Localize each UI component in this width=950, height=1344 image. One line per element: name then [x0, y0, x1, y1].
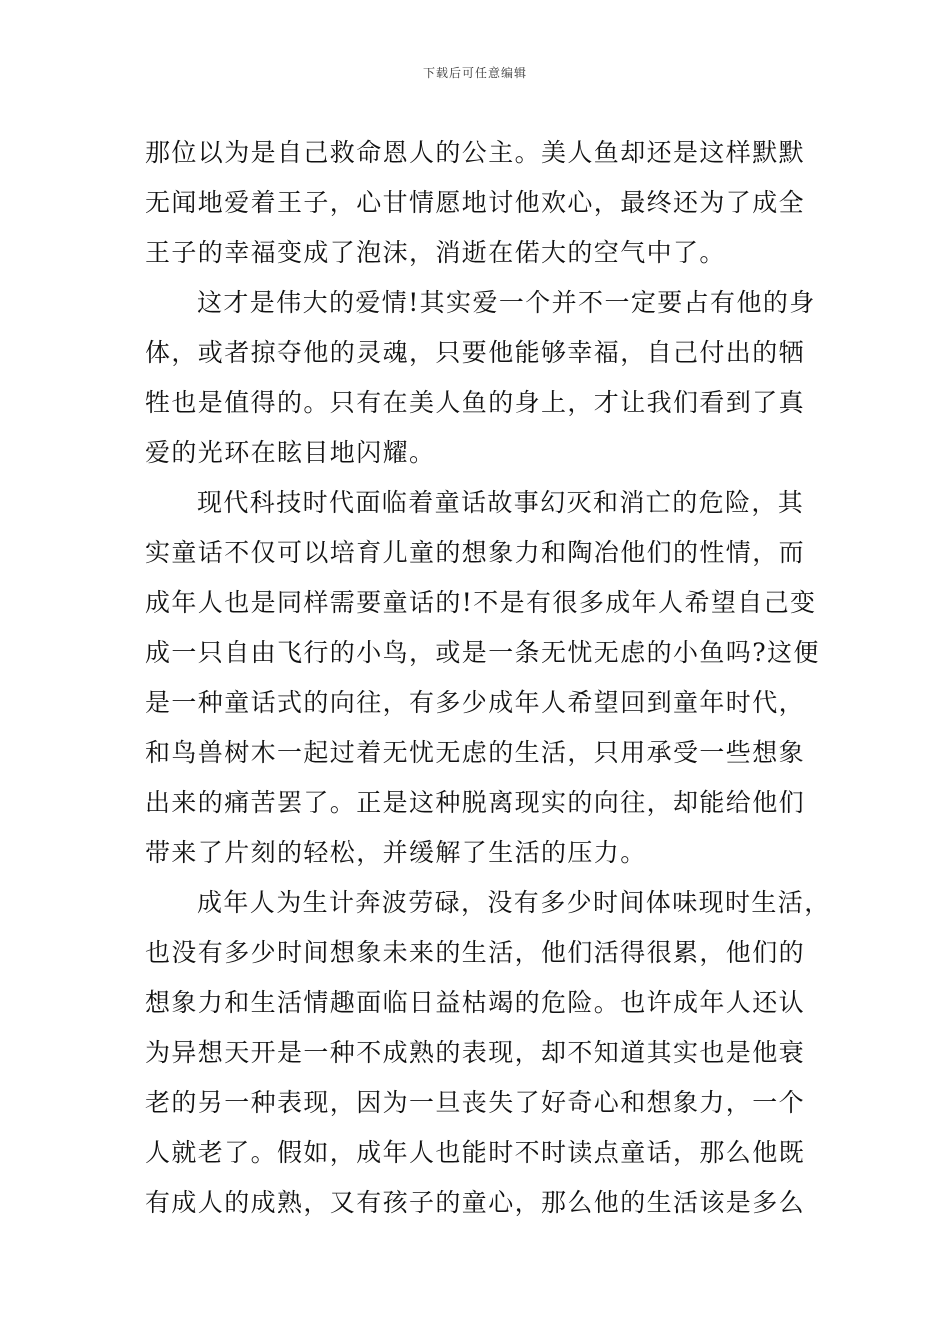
text-line: 牲也是值得的。只有在美人鱼的身上，才让我们看到了真 [145, 388, 806, 417]
text-line: 成年人也是同样需要童话的!不是有很多成年人希望自己变 [145, 588, 817, 617]
text-line: 王子的幸福变成了泡沫，消逝在偌大的空气中了。 [145, 238, 726, 267]
text-line: 成一只自由飞行的小鸟，或是一条无忧无虑的小鱼吗?这便 [145, 638, 820, 667]
text-line: 有成人的成熟，又有孩子的童心，那么他的生活该是多么 [145, 1188, 806, 1217]
text-line: 也没有多少时间想象未来的生活，他们活得很累，他们的 [145, 938, 806, 967]
text-line: 这才是伟大的爱情!其实爱一个并不一定要占有他的身 [197, 288, 816, 317]
text-line: 人就老了。假如，成年人也能时不时读点童话，那么他既 [145, 1138, 806, 1167]
text-line: 成年人为生计奔波劳碌，没有多少时间体味现时生活， [197, 888, 831, 917]
text-line: 出来的痛苦罢了。正是这种脱离现实的向往，却能给他们 [145, 788, 806, 817]
document-body [145, 128, 831, 1228]
text-line: 为异想天开是一种不成熟的表现，却不知道其实也是他衰 [145, 1038, 806, 1067]
text-line: 和鸟兽树木一起过着无忧无虑的生活，只用承受一些想象 [145, 738, 806, 767]
text-line: 那位以为是自己救命恩人的公主。美人鱼却还是这样默默 [145, 138, 806, 167]
text-line: 无闻地爱着王子，心甘情愿地讨他欢心，最终还为了成全 [145, 188, 806, 217]
text-line: 体，或者掠夺他的灵魂，只要他能够幸福，自己付出的牺 [145, 338, 806, 367]
text-line: 实童话不仅可以培育儿童的想象力和陶冶他们的性情，而 [145, 538, 806, 567]
text-line: 是一种童话式的向往，有多少成年人希望回到童年时代， [145, 688, 806, 717]
page-header: 下载后可任意编辑 [422, 66, 527, 80]
text-line: 想象力和生活情趣面临日益枯竭的危险。也许成年人还认 [145, 988, 806, 1017]
text-line: 现代科技时代面临着童话故事幻灭和消亡的危险，其 [197, 488, 805, 517]
text-line: 爱的光环在眩目地闪耀。 [145, 438, 436, 467]
text-line: 老的另一种表现，因为一旦丧失了好奇心和想象力，一个 [145, 1088, 806, 1117]
text-line: 带来了片刻的轻松，并缓解了生活的压力。 [145, 838, 647, 867]
